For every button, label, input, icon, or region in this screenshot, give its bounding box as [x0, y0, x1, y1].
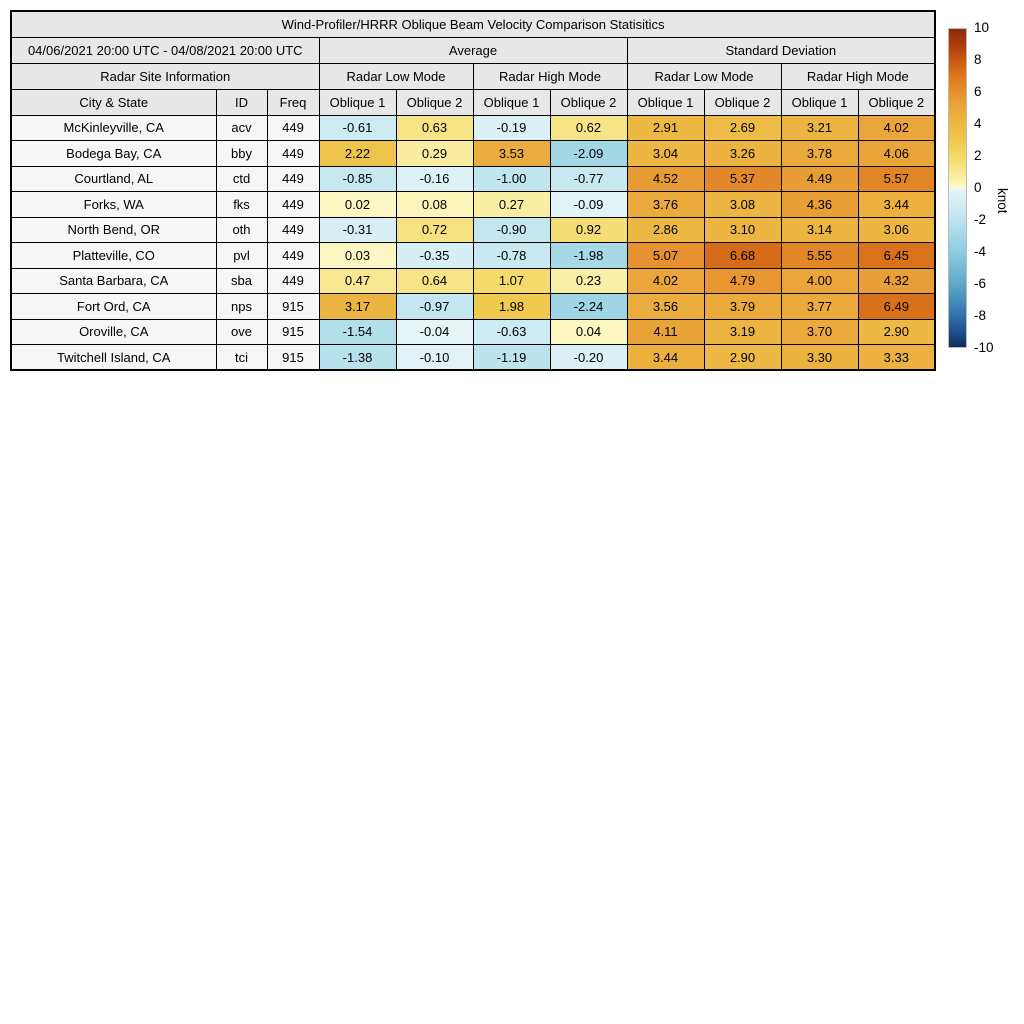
- id-cell: ove: [216, 319, 267, 345]
- value-cell: -0.10: [396, 345, 473, 371]
- city-cell: Courtland, AL: [11, 166, 216, 192]
- freq-cell: 449: [267, 268, 319, 294]
- value-cell: -0.63: [473, 319, 550, 345]
- id-cell: fks: [216, 192, 267, 218]
- table-row: [11, 192, 935, 218]
- value-cell: 3.08: [704, 192, 781, 218]
- table-row: [11, 268, 935, 294]
- colorbar-tick-label: 6: [974, 84, 982, 99]
- value-cell: 0.27: [473, 192, 550, 218]
- value-cell: 0.29: [396, 141, 473, 167]
- value-cell: 3.44: [627, 345, 704, 371]
- value-cell: -0.35: [396, 243, 473, 269]
- value-cell: 5.57: [858, 166, 935, 192]
- city-cell: Forks, WA: [11, 192, 216, 218]
- value-cell: -1.00: [473, 166, 550, 192]
- value-cell: -0.61: [319, 115, 396, 141]
- freq-cell: 449: [267, 217, 319, 243]
- id-cell: ctd: [216, 166, 267, 192]
- value-cell: 4.06: [858, 141, 935, 167]
- value-cell: 3.06: [858, 217, 935, 243]
- freq-cell: 449: [267, 141, 319, 167]
- table-row: [11, 243, 935, 269]
- freq-cell: 449: [267, 243, 319, 269]
- colorbar-tick-label: 2: [974, 148, 982, 163]
- value-cell: 2.69: [704, 115, 781, 141]
- value-cell: 6.45: [858, 243, 935, 269]
- city-cell: Santa Barbara, CA: [11, 268, 216, 294]
- value-cell: 3.04: [627, 141, 704, 167]
- value-cell: -0.31: [319, 217, 396, 243]
- column-header-row: [11, 89, 935, 115]
- table-row: [11, 141, 935, 167]
- value-cell: 3.30: [781, 345, 858, 371]
- value-cell: 2.90: [704, 345, 781, 371]
- colorbar-tick-label: -8: [974, 308, 987, 323]
- freq-cell: 449: [267, 166, 319, 192]
- col-header-oblique: Oblique 1: [781, 89, 858, 115]
- value-cell: -0.20: [550, 345, 627, 371]
- value-cell: 0.03: [319, 243, 396, 269]
- value-cell: 6.49: [858, 294, 935, 320]
- col-header-freq: Freq: [267, 89, 319, 115]
- value-cell: 4.00: [781, 268, 858, 294]
- title-row: [11, 11, 935, 37]
- value-cell: 4.11: [627, 319, 704, 345]
- city-cell: McKinleyville, CA: [11, 115, 216, 141]
- freq-cell: 915: [267, 294, 319, 320]
- colorbar-tick-label: 0: [974, 180, 982, 195]
- col-header-oblique: Oblique 1: [473, 89, 550, 115]
- value-cell: 6.68: [704, 243, 781, 269]
- value-cell: 3.44: [858, 192, 935, 218]
- freq-cell: 449: [267, 192, 319, 218]
- col-header-oblique: Oblique 2: [396, 89, 473, 115]
- stats-table: [10, 10, 936, 371]
- value-cell: 3.53: [473, 141, 550, 167]
- id-cell: bby: [216, 141, 267, 167]
- colorbar-tick-label: -4: [974, 244, 987, 259]
- value-cell: -0.19: [473, 115, 550, 141]
- value-cell: 0.92: [550, 217, 627, 243]
- value-cell: 4.79: [704, 268, 781, 294]
- date-range: 04/06/2021 20:00 UTC - 04/08/2021 20:00 UTC: [11, 37, 319, 63]
- value-cell: 4.52: [627, 166, 704, 192]
- mode-header-sd-low: Radar Low Mode: [627, 63, 781, 89]
- id-cell: tci: [216, 345, 267, 371]
- value-cell: 4.36: [781, 192, 858, 218]
- col-header-oblique: Oblique 2: [858, 89, 935, 115]
- col-header-oblique: Oblique 1: [319, 89, 396, 115]
- table-body: [11, 115, 935, 370]
- value-cell: 0.62: [550, 115, 627, 141]
- value-cell: 0.63: [396, 115, 473, 141]
- value-cell: 2.86: [627, 217, 704, 243]
- value-cell: 0.72: [396, 217, 473, 243]
- value-cell: -0.77: [550, 166, 627, 192]
- group-header-row: [11, 37, 935, 63]
- value-cell: 0.08: [396, 192, 473, 218]
- value-cell: 0.04: [550, 319, 627, 345]
- value-cell: 5.55: [781, 243, 858, 269]
- value-cell: 2.91: [627, 115, 704, 141]
- colorbar-gradient: [948, 28, 967, 348]
- value-cell: -1.19: [473, 345, 550, 371]
- average-group-header: Average: [319, 37, 627, 63]
- value-cell: 3.17: [319, 294, 396, 320]
- table-row: [11, 319, 935, 345]
- value-cell: 0.64: [396, 268, 473, 294]
- col-header-oblique: Oblique 1: [627, 89, 704, 115]
- colorbar-tick-label: -10: [974, 340, 994, 355]
- value-cell: 3.26: [704, 141, 781, 167]
- col-header-oblique: Oblique 2: [704, 89, 781, 115]
- mode-header-avg-high: Radar High Mode: [473, 63, 627, 89]
- freq-cell: 915: [267, 345, 319, 371]
- table-row: [11, 294, 935, 320]
- freq-cell: 915: [267, 319, 319, 345]
- value-cell: -0.90: [473, 217, 550, 243]
- value-cell: 3.78: [781, 141, 858, 167]
- std-deviation-group-header: Standard Deviation: [627, 37, 935, 63]
- table-row: [11, 115, 935, 141]
- value-cell: 2.90: [858, 319, 935, 345]
- value-cell: 1.07: [473, 268, 550, 294]
- value-cell: -1.54: [319, 319, 396, 345]
- colorbar-tick-label: 4: [974, 116, 982, 131]
- page-title: Wind-Profiler/HRRR Oblique Beam Velocity Comparison Statisitics: [11, 11, 935, 37]
- value-cell: 3.14: [781, 217, 858, 243]
- value-cell: -0.16: [396, 166, 473, 192]
- value-cell: 4.32: [858, 268, 935, 294]
- colorbar-tick-label: 8: [974, 52, 982, 67]
- value-cell: 4.02: [858, 115, 935, 141]
- col-header-oblique: Oblique 2: [550, 89, 627, 115]
- id-cell: sba: [216, 268, 267, 294]
- value-cell: 3.56: [627, 294, 704, 320]
- value-cell: -0.78: [473, 243, 550, 269]
- table-row: [11, 345, 935, 371]
- value-cell: -2.24: [550, 294, 627, 320]
- mode-header-row: [11, 63, 935, 89]
- value-cell: 3.76: [627, 192, 704, 218]
- value-cell: 3.79: [704, 294, 781, 320]
- value-cell: 3.21: [781, 115, 858, 141]
- id-cell: acv: [216, 115, 267, 141]
- id-cell: pvl: [216, 243, 267, 269]
- id-cell: oth: [216, 217, 267, 243]
- city-cell: Platteville, CO: [11, 243, 216, 269]
- value-cell: 3.19: [704, 319, 781, 345]
- city-cell: North Bend, OR: [11, 217, 216, 243]
- freq-cell: 449: [267, 115, 319, 141]
- value-cell: -0.04: [396, 319, 473, 345]
- table-row: [11, 166, 935, 192]
- city-cell: Oroville, CA: [11, 319, 216, 345]
- col-header-city: City & State: [11, 89, 216, 115]
- col-header-id: ID: [216, 89, 267, 115]
- id-cell: nps: [216, 294, 267, 320]
- colorbar: [948, 20, 1010, 355]
- value-cell: 4.02: [627, 268, 704, 294]
- value-cell: 4.49: [781, 166, 858, 192]
- colorbar-tick-label: 10: [974, 20, 990, 35]
- city-cell: Bodega Bay, CA: [11, 141, 216, 167]
- colorbar-unit-label: knot: [995, 188, 1010, 214]
- value-cell: -2.09: [550, 141, 627, 167]
- value-cell: -1.38: [319, 345, 396, 371]
- value-cell: 3.10: [704, 217, 781, 243]
- value-cell: -0.09: [550, 192, 627, 218]
- site-info-header: Radar Site Information: [11, 63, 319, 89]
- value-cell: -1.98: [550, 243, 627, 269]
- value-cell: 3.70: [781, 319, 858, 345]
- value-cell: 0.02: [319, 192, 396, 218]
- colorbar-tick-label: -2: [974, 212, 987, 227]
- mode-header-avg-low: Radar Low Mode: [319, 63, 473, 89]
- value-cell: 0.23: [550, 268, 627, 294]
- table-row: [11, 217, 935, 243]
- mode-header-sd-high: Radar High Mode: [781, 63, 935, 89]
- city-cell: Twitchell Island, CA: [11, 345, 216, 371]
- value-cell: 5.37: [704, 166, 781, 192]
- value-cell: -0.85: [319, 166, 396, 192]
- value-cell: 5.07: [627, 243, 704, 269]
- value-cell: 0.47: [319, 268, 396, 294]
- value-cell: 3.77: [781, 294, 858, 320]
- city-cell: Fort Ord, CA: [11, 294, 216, 320]
- value-cell: -0.97: [396, 294, 473, 320]
- value-cell: 3.33: [858, 345, 935, 371]
- value-cell: 2.22: [319, 141, 396, 167]
- value-cell: 1.98: [473, 294, 550, 320]
- colorbar-tick-label: -6: [974, 276, 987, 291]
